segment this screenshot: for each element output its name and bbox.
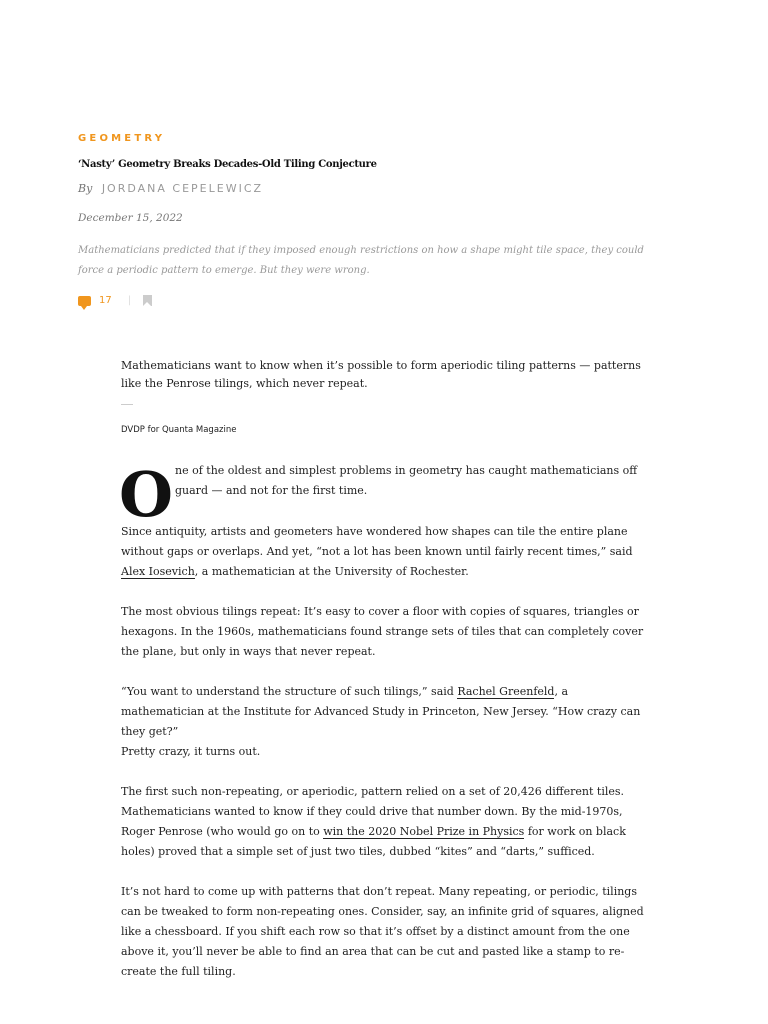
paragraph-4-text-a: “You want to understand the structure of such tilings,” said [121,685,458,698]
publish-date: December 15, 2022 [78,212,183,224]
category-link[interactable]: GEOMETRY [78,133,166,144]
author-link[interactable]: JORDANA CEPELEWICZ [101,182,264,195]
caption-divider [121,404,133,405]
drop-cap: O [119,458,174,531]
actions-divider: | [127,295,132,306]
comment-icon[interactable] [78,296,91,306]
paragraph-2 [121,522,651,582]
figure-credit: DVDP for Quanta Magazine [121,425,237,435]
paragraph-2-text-b: , a mathematician at the University of Rochester. [194,565,469,578]
article-deck: Mathematicians predicted that if they imposed enough restrictions on how a shape might tile space, they could force a periodic pattern to emerge. But they were wrong. [78,245,644,276]
paragraph-4 [121,682,651,742]
paragraph-4-text-b: , a mathematician at the Institute for Advanced Study in Princeton, New Jersey. “How crazy can they get?” [121,685,641,738]
link-alex-iosevich[interactable]: Alex Iosevich [121,565,195,578]
figure-caption: Mathematicians want to know when it’s possible to form aperiodic tiling patterns — patterns like the Penrose tilings, which never repeat. [121,359,641,390]
paragraph-6-text-a: The first such non-repeating, or aperiodic, pattern relied on a set of 20,426 different tiles. Mathematicians wanted to know if they could drive that number down. By the mid-1970s, Roger Penrose (who would go on to [121,785,625,838]
paragraph-5: Pretty crazy, it turns out. [121,745,261,758]
paragraph-6-text-b: for work on black holes) proved that a simple set of just two tiles, dubbed “kites” and “darts,” sufficed. [121,825,626,858]
paragraph-1: ne of the oldest and simplest problems in geometry has caught mathematicians off guard — and not for the first time. [175,464,638,497]
byline [78,182,263,195]
article-actions [78,295,152,306]
article-headline: ‘Nasty’ Geometry Breaks Decades-Old Tiling Conjecture [78,159,377,170]
bookmark-icon[interactable] [143,295,152,306]
paragraph-3: The most obvious tilings repeat: It’s easy to cover a floor with copies of squares, triangles or hexagons. In the 1960s, mathematicians found strange sets of tiles that can completely cover the plane, but only in ways that never repeat. [121,605,644,658]
comment-count[interactable]: 17 [99,295,112,306]
paragraph-6 [121,782,651,862]
byline-label: By [78,182,93,195]
link-rachel-greenfeld[interactable]: Rachel Greenfeld [457,685,555,698]
paragraph-7: It’s not hard to come up with patterns that don’t repeat. Many repeating, or periodic, tilings can be tweaked to form non-repeating ones. Consider, say, an infinite grid of squares, aligned like a chessboard. If you shift each row so that it’s offset by a distinct amount from the one above it, you’ll never be able to find an area that can be cut and pasted like a stamp to re-create the full tiling. [121,885,644,978]
paragraph-2-text-a: Since antiquity, artists and geometers have wondered how shapes can tile the entire plane without gaps or overlaps. And yet, “not a lot has been known until fairly recent times,” said [121,525,633,558]
link-nobel-prize[interactable]: win the 2020 Nobel Prize in Physics [323,825,525,838]
